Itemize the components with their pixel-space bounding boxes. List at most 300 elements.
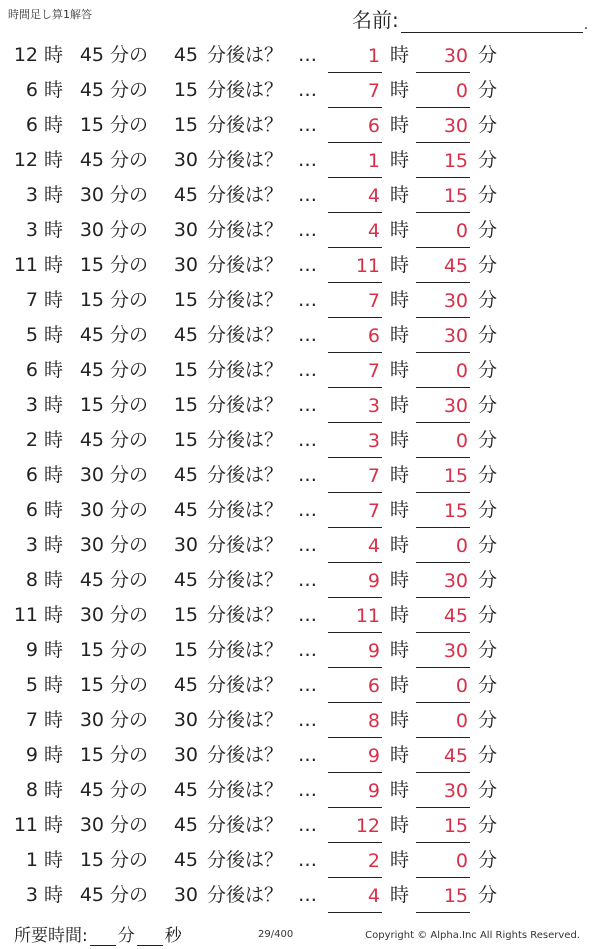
answer-hour-unit: 時 [390, 639, 410, 661]
hour-unit: 時 [44, 184, 64, 206]
ellipsis: … [298, 464, 318, 486]
minute-of-label: 分の [110, 849, 149, 871]
name-label: 名前: [352, 8, 399, 32]
answer-hour-unit: 時 [390, 674, 410, 696]
question-label: 分後は？ [207, 394, 284, 416]
answer-minute: 15 [416, 880, 470, 913]
start-hour: 6 [25, 79, 38, 101]
answer-minute-unit: 分 [478, 499, 498, 521]
ellipsis: … [298, 394, 318, 416]
minute-of-label: 分の [110, 674, 149, 696]
hour-unit: 時 [44, 254, 64, 276]
added-minutes: 30 [173, 884, 198, 906]
answer-hour: 12 [328, 810, 382, 843]
answer-hour-unit: 時 [390, 814, 410, 836]
ellipsis: … [298, 324, 318, 346]
start-minute: 30 [79, 219, 104, 241]
ellipsis: … [298, 184, 318, 206]
answer-minute-unit: 分 [478, 779, 498, 801]
name-input-line[interactable] [401, 10, 583, 33]
answer-minute-unit: 分 [478, 289, 498, 311]
answer-minute-unit: 分 [478, 534, 498, 556]
problem-row [0, 458, 600, 493]
added-minutes: 45 [173, 814, 198, 836]
elapsed-time-field [14, 921, 184, 946]
answer-minute-unit: 分 [478, 219, 498, 241]
answer-minute-unit: 分 [478, 254, 498, 276]
answer-minute-unit: 分 [478, 569, 498, 591]
answer-minute: 30 [416, 110, 470, 143]
ellipsis: … [298, 849, 318, 871]
answer-hour-unit: 時 [390, 114, 410, 136]
minute-of-label: 分の [110, 464, 149, 486]
answer-hour-unit: 時 [390, 429, 410, 451]
added-minutes: 15 [173, 394, 198, 416]
worksheet-title: 時間足し算1解答 [8, 8, 92, 21]
hour-unit: 時 [44, 604, 64, 626]
added-minutes: 45 [173, 44, 198, 66]
added-minutes: 15 [173, 289, 198, 311]
answer-hour: 11 [328, 600, 382, 633]
ellipsis: … [298, 744, 318, 766]
answer-hour: 9 [328, 635, 382, 668]
minute-of-label: 分の [110, 359, 149, 381]
start-hour: 6 [25, 359, 38, 381]
minute-of-label: 分の [110, 499, 149, 521]
answer-hour: 6 [328, 670, 382, 703]
question-label: 分後は？ [207, 604, 284, 626]
added-minutes: 15 [173, 359, 198, 381]
answer-minute-unit: 分 [478, 604, 498, 626]
answer-minute: 15 [416, 145, 470, 178]
answer-minute-unit: 分 [478, 394, 498, 416]
copyright-notice: Copyright © Alpha.Inc All Rights Reserved. [365, 930, 580, 941]
start-minute: 30 [79, 534, 104, 556]
start-minute: 45 [79, 44, 104, 66]
question-label: 分後は？ [207, 44, 284, 66]
page-number: 29/400 [258, 929, 294, 940]
problem-row [0, 178, 600, 213]
answer-hour-unit: 時 [390, 44, 410, 66]
added-minutes: 45 [173, 849, 198, 871]
question-label: 分後は？ [207, 219, 284, 241]
seconds-unit: 秒 [164, 926, 182, 946]
start-hour: 5 [25, 674, 38, 696]
problem-list [0, 38, 600, 913]
minute-of-label: 分の [110, 394, 149, 416]
start-hour: 11 [13, 604, 38, 626]
question-label: 分後は？ [207, 464, 284, 486]
ellipsis: … [298, 674, 318, 696]
start-hour: 5 [25, 324, 38, 346]
start-minute: 15 [79, 674, 104, 696]
answer-hour: 9 [328, 740, 382, 773]
ellipsis: … [298, 604, 318, 626]
hour-unit: 時 [44, 464, 64, 486]
start-hour: 3 [25, 184, 38, 206]
answer-minute-unit: 分 [478, 884, 498, 906]
start-minute: 30 [79, 499, 104, 521]
answer-hour: 7 [328, 355, 382, 388]
added-minutes: 15 [173, 429, 198, 451]
answer-minute: 30 [416, 390, 470, 423]
answer-hour: 4 [328, 215, 382, 248]
answer-minute-unit: 分 [478, 149, 498, 171]
answer-minute: 45 [416, 740, 470, 773]
start-hour: 7 [25, 289, 38, 311]
problem-row [0, 493, 600, 528]
problem-row [0, 353, 600, 388]
start-minute: 30 [79, 814, 104, 836]
answer-hour: 1 [328, 145, 382, 178]
minute-of-label: 分の [110, 219, 149, 241]
answer-minute-unit: 分 [478, 79, 498, 101]
start-hour: 3 [25, 884, 38, 906]
problem-row [0, 633, 600, 668]
answer-hour: 9 [328, 565, 382, 598]
hour-unit: 時 [44, 709, 64, 731]
start-hour: 6 [25, 464, 38, 486]
answer-hour: 7 [328, 75, 382, 108]
minute-of-label: 分の [110, 744, 149, 766]
answer-minute: 30 [416, 320, 470, 353]
start-hour: 8 [25, 569, 38, 591]
start-hour: 9 [25, 639, 38, 661]
answer-minute: 15 [416, 810, 470, 843]
start-hour: 6 [25, 114, 38, 136]
question-label: 分後は？ [207, 884, 284, 906]
start-hour: 9 [25, 744, 38, 766]
question-label: 分後は？ [207, 429, 284, 451]
start-minute: 30 [79, 604, 104, 626]
answer-minute-unit: 分 [478, 359, 498, 381]
question-label: 分後は？ [207, 744, 284, 766]
minute-of-label: 分の [110, 639, 149, 661]
minute-of-label: 分の [110, 429, 149, 451]
added-minutes: 30 [173, 709, 198, 731]
question-label: 分後は？ [207, 779, 284, 801]
question-label: 分後は？ [207, 289, 284, 311]
problem-row [0, 808, 600, 843]
answer-hour-unit: 時 [390, 744, 410, 766]
answer-hour: 7 [328, 495, 382, 528]
answer-minute: 0 [416, 845, 470, 878]
minute-of-label: 分の [110, 814, 149, 836]
answer-hour-unit: 時 [390, 464, 410, 486]
problem-row [0, 703, 600, 738]
problem-row [0, 283, 600, 318]
answer-hour-unit: 時 [390, 184, 410, 206]
answer-hour-unit: 時 [390, 149, 410, 171]
ellipsis: … [298, 639, 318, 661]
ellipsis: … [298, 149, 318, 171]
minutes-unit: 分 [117, 926, 135, 946]
answer-minute-unit: 分 [478, 114, 498, 136]
hour-unit: 時 [44, 744, 64, 766]
question-label: 分後は？ [207, 674, 284, 696]
answer-hour-unit: 時 [390, 849, 410, 871]
answer-hour-unit: 時 [390, 289, 410, 311]
start-hour: 7 [25, 709, 38, 731]
answer-minute: 0 [416, 425, 470, 458]
hour-unit: 時 [44, 394, 64, 416]
answer-hour: 7 [328, 285, 382, 318]
answer-minute: 45 [416, 250, 470, 283]
answer-minute: 0 [416, 530, 470, 563]
answer-minute-unit: 分 [478, 464, 498, 486]
answer-hour-unit: 時 [390, 79, 410, 101]
answer-hour: 3 [328, 425, 382, 458]
start-hour: 8 [25, 779, 38, 801]
problem-row [0, 388, 600, 423]
answer-minute: 15 [416, 495, 470, 528]
ellipsis: … [298, 569, 318, 591]
answer-hour-unit: 時 [390, 394, 410, 416]
question-label: 分後は？ [207, 184, 284, 206]
hour-unit: 時 [44, 289, 64, 311]
question-label: 分後は？ [207, 114, 284, 136]
answer-minute: 30 [416, 285, 470, 318]
added-minutes: 30 [173, 149, 198, 171]
ellipsis: … [298, 779, 318, 801]
problem-row [0, 563, 600, 598]
answer-minute-unit: 分 [478, 849, 498, 871]
problem-row [0, 248, 600, 283]
added-minutes: 45 [173, 464, 198, 486]
ellipsis: … [298, 884, 318, 906]
answer-hour: 4 [328, 180, 382, 213]
answer-hour: 6 [328, 320, 382, 353]
start-minute: 15 [79, 254, 104, 276]
problem-row [0, 38, 600, 73]
hour-unit: 時 [44, 324, 64, 346]
question-label: 分後は？ [207, 814, 284, 836]
hour-unit: 時 [44, 779, 64, 801]
problem-row [0, 213, 600, 248]
start-minute: 15 [79, 289, 104, 311]
start-hour: 11 [13, 814, 38, 836]
start-minute: 30 [79, 464, 104, 486]
hour-unit: 時 [44, 44, 64, 66]
added-minutes: 45 [173, 674, 198, 696]
answer-hour-unit: 時 [390, 359, 410, 381]
question-label: 分後は？ [207, 639, 284, 661]
problem-row [0, 423, 600, 458]
start-minute: 45 [79, 884, 104, 906]
answer-hour-unit: 時 [390, 569, 410, 591]
start-hour: 3 [25, 394, 38, 416]
hour-unit: 時 [44, 849, 64, 871]
added-minutes: 45 [173, 499, 198, 521]
added-minutes: 30 [173, 254, 198, 276]
minute-of-label: 分の [110, 324, 149, 346]
added-minutes: 45 [173, 324, 198, 346]
minute-of-label: 分の [110, 569, 149, 591]
minute-of-label: 分の [110, 884, 149, 906]
start-hour: 3 [25, 534, 38, 556]
ellipsis: … [298, 79, 318, 101]
problem-row [0, 143, 600, 178]
hour-unit: 時 [44, 639, 64, 661]
answer-hour: 7 [328, 460, 382, 493]
answer-hour-unit: 時 [390, 254, 410, 276]
start-hour: 3 [25, 219, 38, 241]
question-label: 分後は？ [207, 324, 284, 346]
answer-minute: 45 [416, 600, 470, 633]
ellipsis: … [298, 254, 318, 276]
minute-of-label: 分の [110, 289, 149, 311]
start-minute: 45 [79, 569, 104, 591]
added-minutes: 45 [173, 779, 198, 801]
answer-hour: 1 [328, 40, 382, 73]
name-dot: . [583, 17, 589, 33]
hour-unit: 時 [44, 114, 64, 136]
minute-of-label: 分の [110, 79, 149, 101]
added-minutes: 15 [173, 604, 198, 626]
answer-minute-unit: 分 [478, 44, 498, 66]
added-minutes: 15 [173, 639, 198, 661]
start-hour: 6 [25, 499, 38, 521]
ellipsis: … [298, 429, 318, 451]
answer-minute: 30 [416, 565, 470, 598]
hour-unit: 時 [44, 884, 64, 906]
problem-row [0, 598, 600, 633]
start-minute: 30 [79, 709, 104, 731]
question-label: 分後は？ [207, 79, 284, 101]
question-label: 分後は？ [207, 359, 284, 381]
start-minute: 15 [79, 394, 104, 416]
problem-row [0, 878, 600, 913]
answer-hour: 4 [328, 880, 382, 913]
minute-of-label: 分の [110, 184, 149, 206]
minute-of-label: 分の [110, 44, 149, 66]
answer-hour: 9 [328, 775, 382, 808]
added-minutes: 45 [173, 184, 198, 206]
added-minutes: 45 [173, 569, 198, 591]
added-minutes: 30 [173, 219, 198, 241]
answer-hour: 11 [328, 250, 382, 283]
elapsed-minutes-blank[interactable] [90, 925, 116, 946]
question-label: 分後は？ [207, 849, 284, 871]
answer-hour-unit: 時 [390, 884, 410, 906]
answer-minute: 15 [416, 460, 470, 493]
ellipsis: … [298, 44, 318, 66]
problem-row [0, 73, 600, 108]
answer-hour: 4 [328, 530, 382, 563]
hour-unit: 時 [44, 534, 64, 556]
answer-minute: 15 [416, 180, 470, 213]
start-minute: 15 [79, 639, 104, 661]
minute-of-label: 分の [110, 114, 149, 136]
answer-minute: 0 [416, 75, 470, 108]
elapsed-seconds-blank[interactable] [137, 925, 163, 946]
added-minutes: 30 [173, 744, 198, 766]
start-minute: 45 [79, 79, 104, 101]
added-minutes: 30 [173, 534, 198, 556]
start-minute: 45 [79, 324, 104, 346]
question-label: 分後は？ [207, 709, 284, 731]
hour-unit: 時 [44, 79, 64, 101]
answer-minute: 30 [416, 775, 470, 808]
question-label: 分後は？ [207, 534, 284, 556]
start-minute: 15 [79, 114, 104, 136]
answer-minute: 0 [416, 705, 470, 738]
start-minute: 15 [79, 849, 104, 871]
answer-hour-unit: 時 [390, 324, 410, 346]
start-hour: 12 [13, 44, 38, 66]
start-minute: 45 [79, 149, 104, 171]
answer-hour-unit: 時 [390, 709, 410, 731]
answer-minute-unit: 分 [478, 744, 498, 766]
hour-unit: 時 [44, 499, 64, 521]
answer-minute: 0 [416, 215, 470, 248]
hour-unit: 時 [44, 359, 64, 381]
problem-row [0, 108, 600, 143]
question-label: 分後は？ [207, 569, 284, 591]
start-minute: 45 [79, 429, 104, 451]
hour-unit: 時 [44, 149, 64, 171]
elapsed-time-label: 所要時間: [14, 926, 88, 946]
start-hour: 2 [25, 429, 38, 451]
problem-row [0, 773, 600, 808]
answer-minute-unit: 分 [478, 324, 498, 346]
start-minute: 15 [79, 744, 104, 766]
question-label: 分後は？ [207, 499, 284, 521]
question-label: 分後は？ [207, 149, 284, 171]
hour-unit: 時 [44, 219, 64, 241]
start-hour: 1 [25, 849, 38, 871]
problem-row [0, 668, 600, 703]
answer-minute-unit: 分 [478, 639, 498, 661]
hour-unit: 時 [44, 674, 64, 696]
problem-row [0, 738, 600, 773]
answer-minute: 30 [416, 635, 470, 668]
ellipsis: … [298, 114, 318, 136]
minute-of-label: 分の [110, 149, 149, 171]
added-minutes: 15 [173, 79, 198, 101]
start-minute: 45 [79, 779, 104, 801]
ellipsis: … [298, 814, 318, 836]
minute-of-label: 分の [110, 254, 149, 276]
answer-hour: 3 [328, 390, 382, 423]
ellipsis: … [298, 534, 318, 556]
start-hour: 12 [13, 149, 38, 171]
problem-row [0, 528, 600, 563]
question-label: 分後は？ [207, 254, 284, 276]
answer-hour-unit: 時 [390, 779, 410, 801]
answer-minute: 0 [416, 670, 470, 703]
answer-hour-unit: 時 [390, 219, 410, 241]
answer-hour-unit: 時 [390, 534, 410, 556]
answer-hour: 8 [328, 705, 382, 738]
start-minute: 45 [79, 359, 104, 381]
ellipsis: … [298, 709, 318, 731]
start-hour: 11 [13, 254, 38, 276]
answer-minute-unit: 分 [478, 184, 498, 206]
answer-hour: 2 [328, 845, 382, 878]
ellipsis: … [298, 219, 318, 241]
hour-unit: 時 [44, 429, 64, 451]
ellipsis: … [298, 359, 318, 381]
answer-minute-unit: 分 [478, 709, 498, 731]
answer-hour-unit: 時 [390, 499, 410, 521]
problem-row [0, 318, 600, 353]
ellipsis: … [298, 499, 318, 521]
name-field [352, 4, 588, 33]
added-minutes: 15 [173, 114, 198, 136]
minute-of-label: 分の [110, 709, 149, 731]
answer-hour: 6 [328, 110, 382, 143]
